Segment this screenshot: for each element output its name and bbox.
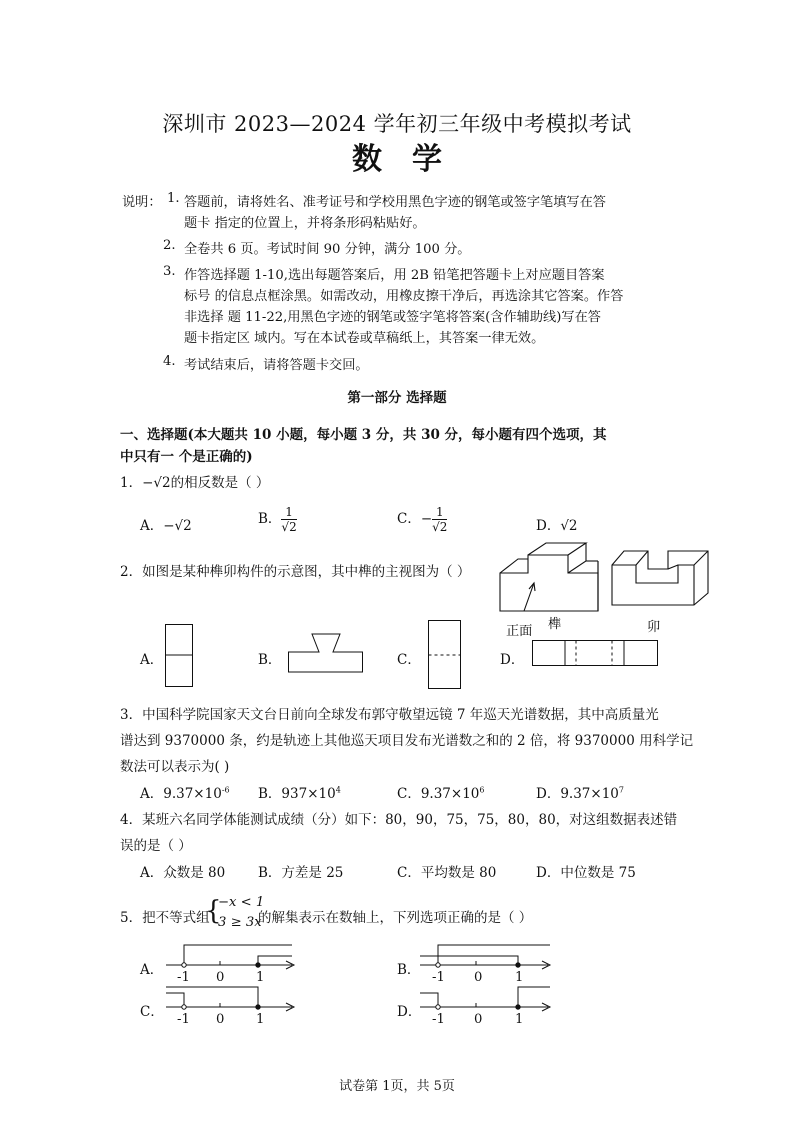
q5-a-tick-neg1: -1 xyxy=(177,970,190,985)
instruction-1-line-2: 题卡 指定的位置上，并将条形码粘贴好。 xyxy=(184,216,426,231)
q5-inequality-1: −x < 1 xyxy=(218,895,265,910)
q3-option-c-text: C．9.37×10 xyxy=(397,786,480,802)
q5-option-c-label[interactable]: C． xyxy=(140,1004,164,1020)
q1-option-b[interactable] xyxy=(258,505,297,534)
q5-prefix: 5．把不等式组 xyxy=(120,910,210,926)
q3-line-1: 3．中国科学院国家天文台日前向全球发布郭守敬望远镜 7 年巡天光谱数据，其中高质量光 xyxy=(120,707,659,723)
q1-expression: −√2 xyxy=(142,475,171,491)
q1-stem xyxy=(120,471,269,491)
q2-option-d-figure[interactable] xyxy=(532,640,660,668)
q1-num: 1． xyxy=(120,475,143,491)
q5-c-tick-neg1: -1 xyxy=(177,1012,190,1027)
q2-label-front: 正面 xyxy=(506,624,533,639)
q1-option-c[interactable] xyxy=(397,505,447,534)
instruction-4-num: 4. xyxy=(163,354,176,369)
q3-option-c[interactable] xyxy=(397,782,484,802)
q2-option-a-figure[interactable] xyxy=(165,624,195,688)
q2-label-mortise: 卯 xyxy=(647,620,661,635)
q3-line-2: 谱达到 9370000 条，约是轨迹上其他巡天项目发布光谱数之和的 2 倍，将 9370000 用科学记 xyxy=(120,733,694,749)
q5-suffix: 的解集表示在数轴上，下列选项正确的是（ ） xyxy=(258,910,533,926)
q2-option-b-label[interactable]: B． xyxy=(258,652,282,668)
q1-option-a[interactable] xyxy=(140,514,192,534)
q1-option-d[interactable] xyxy=(536,514,578,534)
mortise-block xyxy=(612,551,708,605)
q3-option-b-text: B．937×10 xyxy=(258,786,336,802)
q2-option-a-label[interactable]: A． xyxy=(140,652,164,668)
q5-d-tick-neg1: -1 xyxy=(432,1012,445,1027)
q1-option-c-sign: − xyxy=(420,511,433,527)
exam-title: 深圳市 2023—2024 学年初三年级中考模拟考试 xyxy=(162,112,632,136)
q2-option-c-figure[interactable] xyxy=(428,620,462,690)
q2-label-tenon: 榫 xyxy=(548,617,562,632)
q5-option-d-label[interactable]: D． xyxy=(397,1004,422,1020)
q5-inequality-2: 3 ≥ 3x xyxy=(218,915,262,930)
q5-b-tick-neg1: -1 xyxy=(432,970,445,985)
q4-option-c[interactable]: C．平均数是 80 xyxy=(397,865,497,881)
instruction-3-line-2: 标号 的信息点框涂黑。如需改动，用橡皮擦干净后，再选涂其它答案。作答 xyxy=(184,289,624,304)
q1-stem-text: 的相反数是（ ） xyxy=(170,475,270,491)
q5-b-tick-0: 0 xyxy=(474,970,483,985)
q3-option-c-exponent: 6 xyxy=(479,785,485,795)
q3-option-a-exponent: -6 xyxy=(221,785,230,795)
q2-option-c-label[interactable]: C． xyxy=(397,652,421,668)
q4-option-d[interactable]: D．中位数是 75 xyxy=(536,865,636,881)
instruction-2-line-1: 全卷共 6 页。考试时间 90 分钟，满分 100 分。 xyxy=(184,242,471,257)
q4-line-2: 误的是（ ） xyxy=(120,838,192,854)
instructions-label: 说明： xyxy=(122,195,162,210)
q2-stem: 2．如图是某种榫卯构件的示意图，其中榫的主视图为（ ） xyxy=(120,564,471,580)
q3-option-a[interactable] xyxy=(140,782,230,802)
instruction-1-num: 1. xyxy=(167,191,180,206)
instruction-3-num: 3. xyxy=(163,264,176,279)
instruction-3-line-3: 非选择 题 11-22,用黑色字迹的钢笔或签字笔将答案(含作辅助线)写在答 xyxy=(184,310,601,325)
section-title: 第一部分 选择题 xyxy=(347,390,447,406)
q1-option-c-denominator: √2 xyxy=(432,520,448,534)
q1-option-d-value: √2 xyxy=(560,518,578,534)
q1-option-b-denominator: √2 xyxy=(281,520,297,534)
q5-c-tick-1: 1 xyxy=(256,1012,265,1027)
page-footer: 试卷第 1页，共 5页 xyxy=(339,1079,455,1094)
q4-line-1: 4．某班六名同学体能测试成绩（分）如下：80，90，75，75，80，80，对这组数据表述错 xyxy=(120,812,678,828)
q3-option-d-exponent: 7 xyxy=(618,785,624,795)
section-heading-line-1: 一、选择题(本大题共 10 小题，每小题 3 分，共 30 分，每小题有四个选项，其 xyxy=(120,427,607,443)
q5-b-tick-1: 1 xyxy=(515,970,524,985)
q4-option-a[interactable]: A．众数是 80 xyxy=(140,865,226,881)
q3-option-a-text: A．9.37×10 xyxy=(140,786,222,802)
instruction-1-line-1: 答题前，请将姓名、准考证号和学校用黑色字迹的钢笔或签字笔填写在答 xyxy=(184,195,606,210)
q3-option-b-exponent: 4 xyxy=(335,785,341,795)
q4-option-b[interactable]: B．方差是 25 xyxy=(258,865,344,881)
q5-brace: { xyxy=(205,896,222,926)
subject-title: 数学 xyxy=(352,142,472,177)
instruction-4-line-1: 考试结束后，请将答题卡交回。 xyxy=(184,358,369,373)
tenon-block xyxy=(500,543,598,611)
q5-option-d-numberline[interactable] xyxy=(420,985,554,1015)
instruction-3-line-4: 题卡指定区 域内。写在本试卷或草稿纸上，其答案一律无效。 xyxy=(184,331,545,346)
q5-d-tick-0: 0 xyxy=(474,1012,483,1027)
q5-option-b-numberline[interactable] xyxy=(420,943,554,973)
q3-option-d-text: D．9.37×10 xyxy=(536,786,619,802)
q2-option-d-label[interactable]: D． xyxy=(500,652,525,668)
q1-option-c-fraction xyxy=(432,505,447,534)
q1-option-a-value: −√2 xyxy=(163,518,192,534)
q5-option-b-label[interactable]: B． xyxy=(397,962,421,978)
q5-a-tick-1: 1 xyxy=(256,970,265,985)
q5-option-c-numberline[interactable] xyxy=(166,985,298,1015)
q5-c-tick-0: 0 xyxy=(216,1012,225,1027)
front-arrow xyxy=(524,583,534,611)
q3-line-3: 数法可以表示为( ) xyxy=(120,759,230,775)
q5-option-a-label[interactable]: A． xyxy=(140,962,164,978)
q1-option-d-label: D． xyxy=(536,518,561,534)
section-heading-line-2: 中只有一 个是正确的) xyxy=(120,449,253,465)
q1-option-c-label: C． xyxy=(397,511,421,527)
instruction-3-line-1: 作答选择题 1-10,选出每题答案后，用 2B 铅笔把答题卡上对应题目答案 xyxy=(184,268,605,283)
q5-d-tick-1: 1 xyxy=(515,1012,524,1027)
q3-option-b[interactable] xyxy=(258,782,341,802)
q5-a-tick-0: 0 xyxy=(216,970,225,985)
q5-option-a-numberline[interactable] xyxy=(166,943,298,973)
instruction-2-num: 2. xyxy=(163,238,176,253)
q1-option-b-fraction xyxy=(281,505,296,534)
q2-option-b-figure[interactable] xyxy=(288,632,366,674)
q1-option-b-numerator: 1 xyxy=(281,505,296,520)
q3-option-d[interactable] xyxy=(536,782,624,802)
q1-option-a-label: A． xyxy=(140,518,164,534)
q1-option-c-numerator: 1 xyxy=(432,505,447,520)
q1-option-b-label: B． xyxy=(258,511,282,527)
